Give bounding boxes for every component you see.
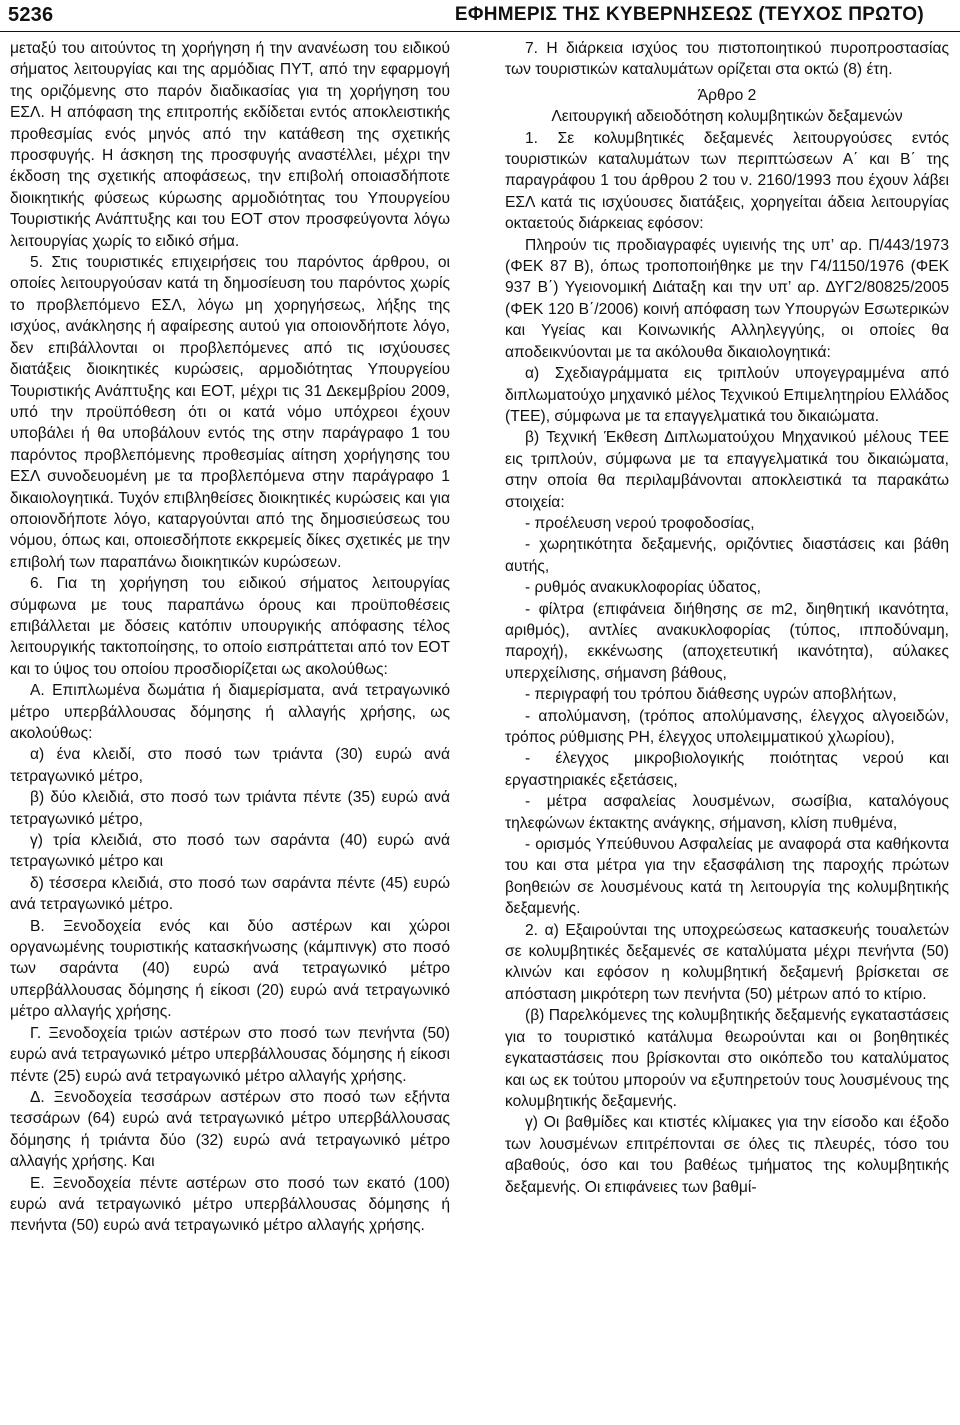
paragraph: 6. Για τη χορήγηση του ειδικού σήματος λειτουργίας σύμφωνα με τους παραπάνω όρους και προϋποθέσεις επιβάλλεται με δόσεις κατόπιν υπουργικής απόφασης τέλος λειτουργικής τακτοποίησης, το οποίο εισπράττεται από τον ΕΟΤ και το ύψος του οποίου προσδιορίζεται ως ακολούθως:	[10, 575, 450, 678]
right-column	[505, 38, 949, 1198]
paragraph: β) δύο κλειδιά, στο ποσό των τριάντα πέντε (35) ευρώ ανά τετραγωνικό μέτρο,	[10, 789, 450, 828]
paragraph: β) Τεχνική Έκθεση Διπλωματούχου Μηχανικού μέλους ΤΕΕ εις τριπλούν, σύμφωνα με τα επαγγελματικά του δικαιώματα, στην οποία θα περιλαμβάνονται αποκλειστικά τα παρακάτω στοιχεία:	[505, 429, 949, 511]
paragraph: Α. Επιπλωμένα δωμάτια ή διαμερίσματα, ανά τετραγωνικό μέτρο υπερβάλλουσας δόμησης ή αλλαγής χρήσης, ως ακολούθως:	[10, 682, 450, 742]
paragraph: α) Σχεδιαγράμματα εις τριπλούν υπογεγραμμένα από διπλωματούχο μηχανικό μέλος Τεχνικού Επιμελητηρίου Ελλάδος (ΤΕΕ), σύμφωνα με τα επαγγελματικά του δικαιώματα.	[505, 365, 949, 425]
paragraph: μεταξύ του αιτούντος τη χορήγηση ή την ανανέωση του ειδικού σήματος λειτουργίας και της αρμόδιας ΠΥΤ, από την εφαρμογή της οριζόμενης στο παρόν διαδικασίας για τη χορήγηση του ΕΣΛ. Η απόφαση της επιτροπής εκδίδεται εντός αποκλειστικής προθεσμίας ενός μηνός από την κατάθεση της σχετικής προσφυγής. Η άσκηση της προσφυγής αναστέλλει, μέχρι την έκδοση της σχετικής αποφάσεως, την επιβολή οποιασδήποτε διοικητικής φύσεως κύρωσης αρμοδιότητας του Υπουργείου Τουριστικής Ανάπτυξης και του ΕΟΤ στον προσφεύγοντα λόγω λειτουργίας χωρίς το ειδικό σήμα.	[10, 40, 450, 250]
paragraph: Β. Ξενοδοχεία ενός και δύο αστέρων και χώροι οργανωμένης τουριστικής κατασκήνωσης (κάμπινγκ) στο ποσό των σαράντα (40) ευρώ ανά τετραγωνικό μέτρο υπερβάλλουσας δόμησης ή είκοσι (20) ευρώ ανά τετραγωνικό μέτρο αλλαγής χρήσης.	[10, 917, 450, 1021]
page-number: 5236	[8, 3, 54, 26]
paragraph: γ) τρία κλειδιά, στο ποσό των σαράντα (40) ευρώ ανά τετραγωνικό μέτρο και	[10, 832, 450, 871]
paragraph: (β) Παρελκόμενες της κολυμβητικής δεξαμενής εγκαταστάσεις για το τουριστικό κατάλυμα θεωρούνται και οι βοηθητικές εγκαταστάσεις που βρίσκονται στο οικόπεδο του καταλύματος και ως εκ τούτου μπορούν να εξυπηρετούν τους λουσμένους της κολυμβητικής δεξαμενής.	[505, 1007, 949, 1110]
paragraph: Γ. Ξενοδοχεία τριών αστέρων στο ποσό των πενήντα (50) ευρώ ανά τετραγωνικό μέτρο υπερβάλλουσας δόμησης ή είκοσι πέντε (25) ευρώ ανά τετραγωνικό μέτρο αλλαγής χρήσης.	[10, 1024, 450, 1085]
article-heading: Λειτουργική αδειοδότηση κολυμβητικών δεξαμενών	[551, 108, 903, 126]
paragraph: - απολύμανση, (τρόπος απολύμανσης, έλεγχος αλγοειδών, τρόπος ρύθμισης PH, έλεγχος υπολειμματικού χλωρίου),	[505, 707, 949, 746]
paragraph: - περιγραφή του τρόπου διάθεσης υγρών αποβλήτων,	[525, 686, 897, 704]
paragraph: 1. Σε κολυμβητικές δεξαμενές λειτουργούσες εντός τουριστικών καταλυμάτων των περιπτώσεων Α΄ και Β΄ της παραγράφου 1 του άρθρου 2 του ν. 2160/1993 που έχουν λάβει ΕΣΛ κατά τις ισχύουσες διατάξεις, χορηγείται άδεια λειτουργίας οκταετούς διάρκειας εφόσον:	[505, 129, 949, 233]
paragraph: Πληρούν τις προδιαγραφές υγιεινής της υπ’ αρ. Π/443/1973 (ΦΕΚ 87 Β), όπως τροποποιήθηκε με την Γ4/1150/1976 (ΦΕΚ 937 Β΄) Υγειονομική Διάταξη και την υπ’ αρ. ΔΥΓ2/80825/2005 (ΦΕΚ 120 Β΄/2006) κοινή απόφαση των Υπουργών Εσωτερικών και Υγείας και Κοινωνικής Αλληλεγγύης, οι οποίες θα αποδεικνύονται με τα ακόλουθα δικαιολογητικά:	[505, 236, 949, 361]
header-rule	[0, 31, 960, 32]
paragraph: - μέτρα ασφαλείας λουσμένων, σωσίβια, καταλόγους τηλεφώνων έκτακτης ανάγκης, σήμανση, κλίση πυθμένα,	[505, 793, 949, 832]
paragraph: 7. Η διάρκεια ισχύος του πιστοποιητικού πυροπροστασίας των τουριστικών καταλυμάτων ορίζεται στα οκτώ (8) έτη.	[505, 40, 949, 79]
left-column	[10, 38, 450, 1237]
paragraph: - ρυθμός ανακυκλοφορίας ύδατος,	[525, 579, 761, 597]
paragraph: - έλεγχος μικροβιολογικής ποιότητας νερού και εργαστηριακές εξετάσεις,	[505, 750, 949, 789]
paragraph: δ) τέσσερα κλειδιά, στο ποσό των σαράντα πέντε (45) ευρώ ανά τετραγωνικό μέτρο.	[10, 874, 450, 914]
paragraph: - ορισμός Υπεύθυνου Ασφαλείας με αναφορά στα καθήκοντα του και στα μέτρα για την εξασφάλιση της παροχής πρώτων βοηθειών σε λουσμένους κατά τη λειτουργία της κολυμβητικής δεξαμενής.	[505, 836, 949, 918]
paragraph: Δ. Ξενοδοχεία τεσσάρων αστέρων στο ποσό των εξήντα τεσσάρων (64) ευρώ ανά τετραγωνικό μέτρο υπερβάλλουσας δόμησης ή τριάντα δύο (32) ευρώ ανά τετραγωνικό μέτρο αλλαγής χρήσης. Και	[10, 1088, 450, 1171]
paragraph: γ) Οι βαθμίδες και κτιστές κλίμακες για την είσοδο και έξοδο των λουσμένων επιτρέπονται σε όλες τις πλευρές, τόσο του αβαθούς, όσο και του βαθέως τμήματος της κολυμβητικής δεξαμενής. Οι επιφάνειες των βαθμί-	[505, 1114, 949, 1196]
paragraph: - προέλευση νερού τροφοδοσίας,	[525, 514, 755, 532]
article-heading: Άρθρο 2	[697, 86, 757, 104]
paragraph: α) ένα κλειδί, στο ποσό των τριάντα (30) ευρώ ανά τετραγωνικό μέτρο,	[10, 746, 450, 785]
paragraph: 5. Στις τουριστικές επιχειρήσεις του παρόντος άρθρου, οι οποίες λειτουργούσαν κατά τη δημοσίευση του παρόντος χωρίς το προβλεπόμενο ΕΣΛ, λόγω μη χορηγήσεως, λήξης της ισχύος, ανάκλησης ή αφαίρεσης αυτού για οποιονδήποτε λόγο, δεν επιβάλλονται οι προβλεπόμενες από τις ισχύουσες διατάξεις διοικητικές κυρώσεις, αρμοδιότητας Υπουργείου Τουριστικής Ανάπτυξης και ΕΟΤ, μέχρι τις 31 Δεκεμβρίου 2009, υπό την προϋπόθεση ότι οι κατά νόμο υπόχρεοι έχουν υποβάλει ή θα υποβάλουν εντός της στην παράγραφο 1 του παρόντος προβλεπόμενης προθεσμίας αίτηση χορήγησης του ΕΣΛ συνοδευομένη με τα προβλεπόμενα στην παράγραφο 1 δικαιολογητικά. Τυχόν επιβληθείσες διοικητικές κυρώσεις και για οποιονδήποτε λόγο, καταργούνται από της δημοσιεύσεως του νόμου, όπως και, οποιεσδήποτε εκκρεμείς δίκες σχετικές με την επιβολή των παραπάνω διοικητικών κυρώσεων.	[10, 254, 450, 571]
paragraph: 2. α) Εξαιρούνται της υποχρεώσεως κατασκευής τουαλετών σε κολυμβητικές δεξαμενές σε καταλύματα μέχρι πενήντα (50) κλινών και εφόσον η κολυμβητική δεξαμενή βρίσκεται σε απόσταση μικρότερη των πενήντα (50) μέτρων από το κτίριο.	[505, 921, 949, 1003]
gazette-title: ΕΦΗΜΕΡΙΣ ΤΗΣ ΚΥΒΕΡΝΗΣΕΩΣ (ΤΕΥΧΟΣ ΠΡΩΤΟ)	[454, 4, 924, 25]
paragraph: Ε. Ξενοδοχεία πέντε αστέρων στο ποσό των εκατό (100) ευρώ ανά τετραγωνικό μέτρο υπερβάλλουσας δόμησης ή πενήντα (50) ευρώ ανά τετραγωνικό μέτρο αλλαγής χρήσης.	[10, 1174, 450, 1235]
page-header	[8, 0, 952, 30]
paragraph: - χωρητικότητα δεξαμενής, οριζόντιες διαστάσεις και βάθη αυτής,	[505, 536, 949, 575]
paragraph: - φίλτρα (επιφάνεια διήθησης σε m2, διηθητική ικανότητα, αριθμός), αντλίες ανακυκλοφορίας (τύπος, ιπποδύναμη, παροχή), εκκένωσης (αποχετευτική ικανότητα), αύλακες υπερχείλισης, σήμανση βάθους,	[505, 600, 949, 682]
